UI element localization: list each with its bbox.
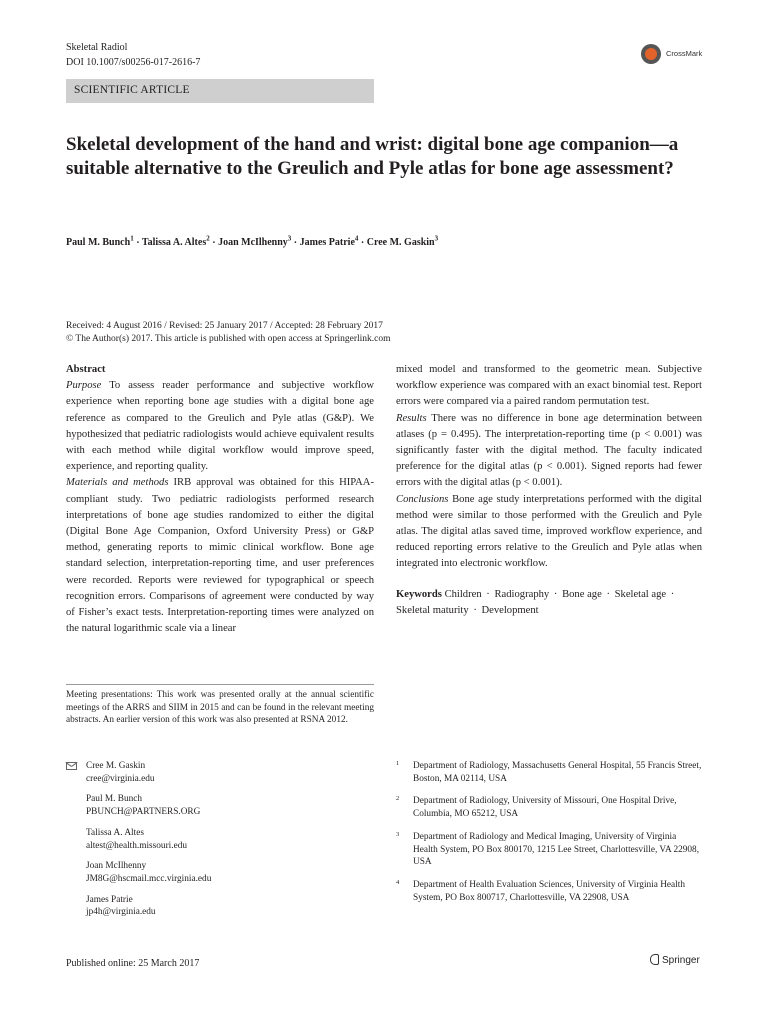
publisher-name: Springer [662,955,700,966]
contact-entry [66,760,366,785]
affiliation: 2 Department of Radiology, University of Missouri, One Hospital Drive, Columbia, MO 65212, USA [396,795,677,820]
contact-entry [66,827,366,852]
keyword[interactable]: Bone age [562,588,602,600]
article-history [66,320,706,346]
contact-email[interactable]: PBUNCH@PARTNERS.ORG [86,807,201,818]
keyword[interactable]: Children [444,588,482,600]
abstract-heading: Abstract [66,364,106,375]
affiliation: 3 Department of Radiology and Medical Imaging, University of Virginia Health System, PO Box 800170, 1215 Lee Street, Charlottesville, VA 22908, USA [396,830,700,868]
author-list: Paul M. Bunch$^1$ · Talissa A. Altes$^2$ · Joan McIlhenny$^3$ · James Patrie$^4$ · Cree M. Gaskin$^3$ [66,235,439,249]
author[interactable]: James Patrie$^4$ [299,235,359,249]
author[interactable]: Cree M. Gaskin$^3$ [366,235,439,249]
contact-name: Cree M. Gaskin [86,761,146,771]
crossmark-icon [641,44,661,64]
keywords: Keywords Children · Radiography · Bone age · Skeletal age · Skeletal maturity · Development [396,588,675,616]
keyword[interactable]: Skeletal age [614,588,667,600]
springer-horse-icon [650,954,659,965]
keyword[interactable]: Development [481,604,539,616]
contact-entry [66,894,366,919]
publisher-logo[interactable] [650,954,700,966]
abstract-methods-cont: mixed model and transformed to the geometric mean. Subjective workflow experience was compared with an exact binomial test. Report errors were compared via a paired random permutation test. [396,364,702,408]
abstract-results: Results There was no difference in bone age determination between atlases (p = 0.495). The interpretation-reporting time (p < 0.001) was significantly faster with the digital method. The faculty indicated preference for the digital atlas (p < 0.001). Signed reports had fewer errors with the digital atlas (p < 0.001). [396,412,702,489]
affiliation: 1 Department of Radiology, Massachusetts General Hospital, 55 Francis Street, Boston, MA 02114, USA [396,760,702,784]
contact-email[interactable]: altest@health.missouri.edu [86,840,187,851]
contact-entry [66,793,366,818]
license-note[interactable]: © The Author(s) 2017. This article is published with open access at Springerlink.com [66,334,391,344]
contact-email[interactable]: jp4h@virginia.edu [86,907,156,918]
contact-name: James Patrie [86,894,133,905]
dates: Received: 4 August 2016 / Revised: 25 January 2017 / Accepted: 28 February 2017 [66,321,383,331]
envelope-icon [66,762,77,770]
abstract-right-column [396,362,702,619]
contact-name: Paul M. Bunch [86,794,143,805]
article-type-banner: SCIENTIFIC ARTICLE [66,79,374,103]
abstract-methods: Materials and methods IRB approval was obtained for this HIPAA-compliant study. Two pediatric radiologists performed research interpretations of bone age studies randomized to either the digital (Digital Bone Age Companion, Oxford University Press) or G&P method, generating reports to mimic clinical workflow. Bone age standard selection, interpretation-reporting time, and user preferences were recorded. Reports were reviewed for typographical or speech recognition errors. Comparisons of agreement were conducted by way of Fisher’s exact tests. Interpretation-reporting times were analyzed on the natural logarithmic scale via a linear [66,477,374,635]
author[interactable]: Paul M. Bunch$^1$ [66,235,134,249]
author[interactable]: Joan McIlhenny$^3$ [218,235,292,249]
contact-name: Talissa A. Altes [86,827,144,838]
keyword[interactable]: Skeletal maturity [396,604,469,616]
author-contacts [66,760,366,927]
contact-entry [66,860,366,885]
meeting-note: Meeting presentations: This work was presented orally at the annual scientific meetings of the ARRS and SIIM in 2015 and can be found in the relevant meeting abstracts. An earlier version of this work was also presented at RSNA 2012. [66,684,374,727]
doi[interactable]: DOI 10.1007/s00256-017-2616-7 [66,57,201,68]
author[interactable]: Talissa A. Altes$^2$ [141,235,210,249]
crossmark-badge[interactable] [641,44,731,66]
keyword[interactable]: Radiography [494,588,550,600]
affiliation: 4 Department of Health Evaluation Sciences, University of Virginia Health System, PO Box 800717, Charlottesville, VA 22908, USA [396,878,685,903]
affiliations [396,760,702,914]
abstract-conclusions: Conclusions Bone age study interpretations performed with the digital method were similar to those performed with the Greulich and Pyle atlas. The digital atlas saved time, improved workflow experience, and reduced reporting errors relative to the Greulich and Pyle atlas when integrated into electronic workflow. [396,493,702,570]
article-title: Skeletal development of the hand and wrist: digital bone age companion—a suitable alternative to the Greulich and Pyle atlas for bone age assessment? [66,134,679,179]
contact-name: Joan McIlhenny [86,861,147,872]
abstract-purpose: Purpose To assess reader performance and subjective workflow experience when reporting bone age studies with a digital bone age reference as compared to the Greulich and Pyle atlas (G&P). We hypothesized that pediatric radiologists would achieve equivalent results with each method while digital workflow would improve speed, experience, and reporting quality. [66,380,374,473]
published-date: Published online: 25 March 2017 [66,958,200,969]
contact-email[interactable]: cree@virginia.edu [86,773,155,784]
crossmark-label: CrossMark [666,49,703,58]
journal-name: Skeletal Radiol [66,42,128,53]
contact-email[interactable]: JM8G@hscmail.mcc.virginia.edu [86,873,212,884]
abstract-left-column [66,362,374,637]
